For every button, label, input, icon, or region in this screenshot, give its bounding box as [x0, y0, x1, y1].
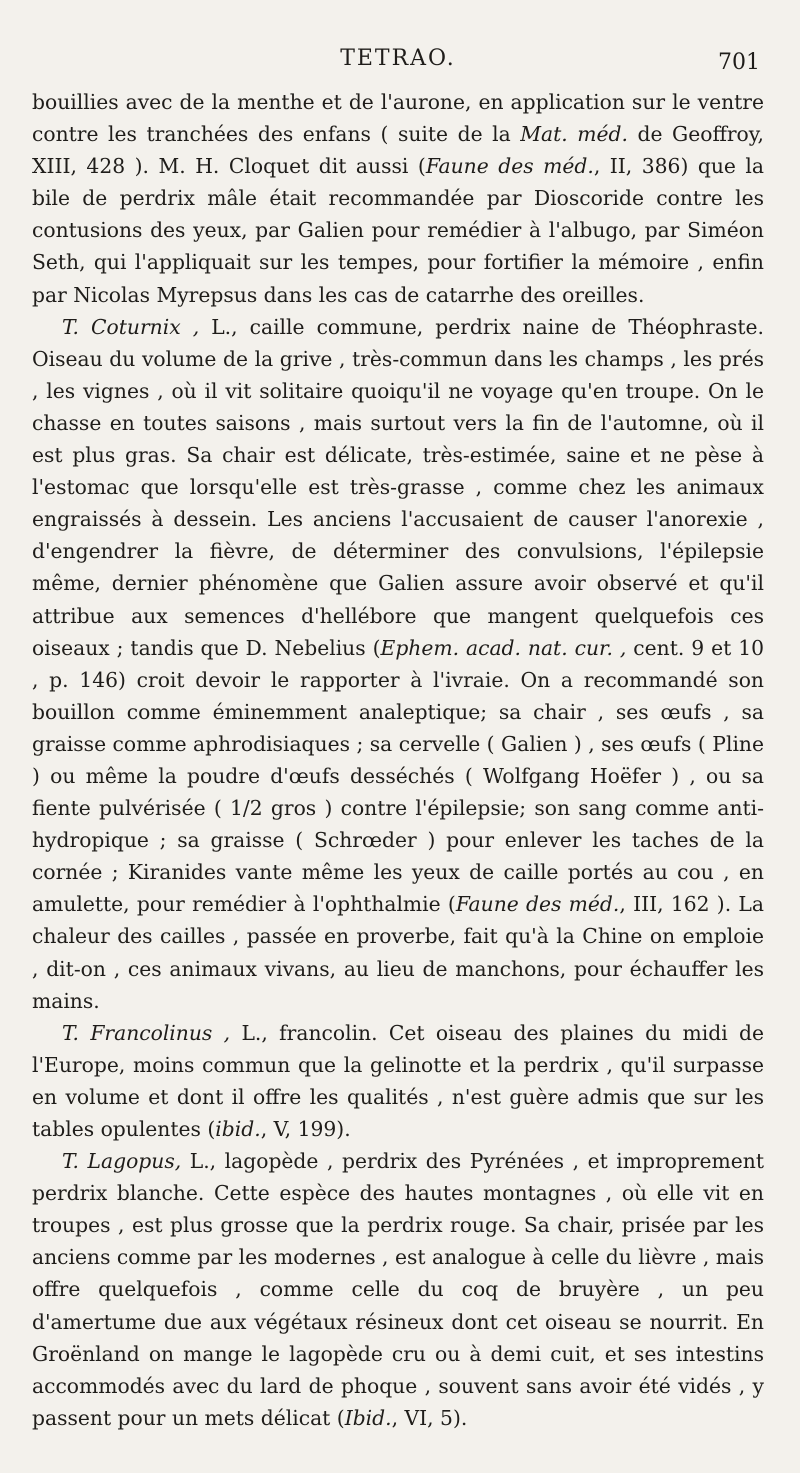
italic-text: Ephem. acad. nat. cur. ,	[380, 635, 627, 660]
text-run: bouillies avec de la menthe et de l'aurone, en application sur le ventre contre les tranchées des enfans ( suite de la	[32, 90, 764, 147]
paragraph	[32, 311, 764, 1017]
text-run: L., lagopède , perdrix des Pyrénées , et improprement perdrix blanche. Cette espèce des hautes montagnes , où elle vit en troupes , est plus grosse que la perdrix rouge. Sa chair, prisée par les anciens comme par les modernes , est analogue à celle du lièvre , mais offre quelquefois , comme celle du coq de bruyère , un peu d'amertume due aux végétaux résineux dont cet oiseau se nourrit. En Groënland on mange le lagopède cru ou à demi cuit, et ses intestins accommodés avec du lard de phoque , souvent sans avoir été vidés , y passent pour un mets délicat (	[32, 1149, 764, 1430]
text-run: cent. 9 et 10 , p. 146) croit devoir le rapporter à l'ivraie. On a recommandé son bouillon comme éminemment analeptique; sa chair , ses œufs , sa graisse comme aphrodisiaques ; sa cervelle ( Galien ) , ses œufs ( Pline ) ou même la poudre d'œufs desséchés ( Wolfgang Hoëfer ) , ou sa fiente pulvérisée ( 1/2 gros ) contre l'épilepsie; son sang comme anti-hydropique ; sa graisse ( Schrœder ) pour enlever les taches de la cornée ; Kiranides vante même les yeux de caille portés au cou , en amulette, pour remédier à l'ophthalmie (	[32, 635, 765, 917]
italic-text: Ibid.	[344, 1405, 392, 1430]
text-run: L., francolin. Cet oiseau des plaines du midi de l'Europe, moins commun que la gelinotte et la perdrix , qu'il surpasse en volume et dont il offre les qualités , n'est guère admis que sur les tables opulentes (	[32, 1020, 765, 1141]
page-number: 701	[718, 50, 760, 75]
text-run: , II, 386) que la bile de perdrix mâle était recommandée par Dioscoride contre les contusions des yeux, par Galien pour remédier à l'albugo, par Siméon Seth, qui l'appliquait sur les tempes, pour fortifier la mémoire , enfin par Nicolas Myrepsus dans les cas de catarrhe des oreilles.	[32, 154, 765, 307]
italic-text: Faune des méd.	[455, 892, 620, 917]
text-run: , III, 162 ). La chaleur des cailles , passée en proverbe, fait qu'à la Chine on emploie , dit-on , ces animaux vivans, au lieu de manchons, pour échauffer les mains.	[32, 892, 764, 1013]
italic-text: T. Coturnix ,	[62, 314, 200, 339]
paragraph	[32, 1017, 764, 1145]
paragraph	[32, 1145, 764, 1434]
italic-text: Mat. méd.	[520, 122, 628, 147]
running-title: TETRAO.	[340, 46, 456, 71]
text-run: de Geoffroy, XIII, 428 ). M. H. Cloquet dit aussi (	[32, 122, 764, 179]
text-run: L., caille commune, perdrix naine de Théophraste. Oiseau du volume de la grive , très-commun dans les champs , les prés , les vignes , où il vit solitaire quoiqu'il ne voyage qu'en troupe. On le chasse en toutes saisons , mais surtout vers la fin de l'automne, où il est plus gras. Sa chair est délicate, très-estimée, saine et ne pèse à l'estomac que lorsqu'elle est très-grasse , comme chez les animaux engraissés à dessein. Les anciens l'accusaient de causer l'anorexie , d'engendrer la fièvre, de déterminer des convulsions, l'épilepsie même, dernier phénomène que Galien assure avoir observé et qu'il attribue aux semences d'hellébore que mangent quelquefois ces oiseaux ; tandis que D. Nebelius (	[32, 314, 764, 660]
italic-text: Faune des méd.	[425, 154, 594, 179]
paragraph	[32, 86, 764, 311]
text-run: , VI, 5).	[391, 1405, 468, 1430]
body-text	[32, 86, 764, 1434]
italic-text: ibid.	[215, 1117, 261, 1141]
italic-text: T. Lagopus,	[62, 1149, 182, 1174]
text-run: , V, 199).	[260, 1117, 351, 1141]
italic-text: T. Francolinus ,	[62, 1020, 231, 1045]
running-head	[32, 40, 764, 86]
